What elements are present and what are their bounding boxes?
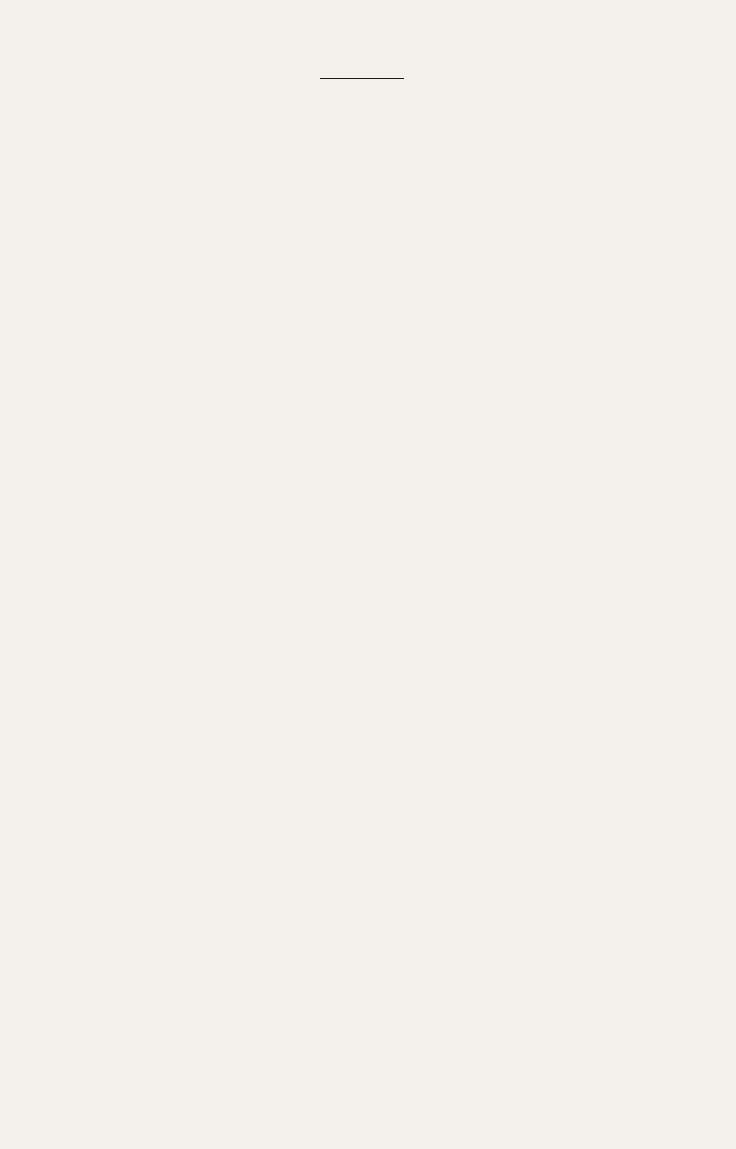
section-divider xyxy=(320,78,404,79)
page-header xyxy=(44,38,682,66)
page-body xyxy=(44,70,680,93)
